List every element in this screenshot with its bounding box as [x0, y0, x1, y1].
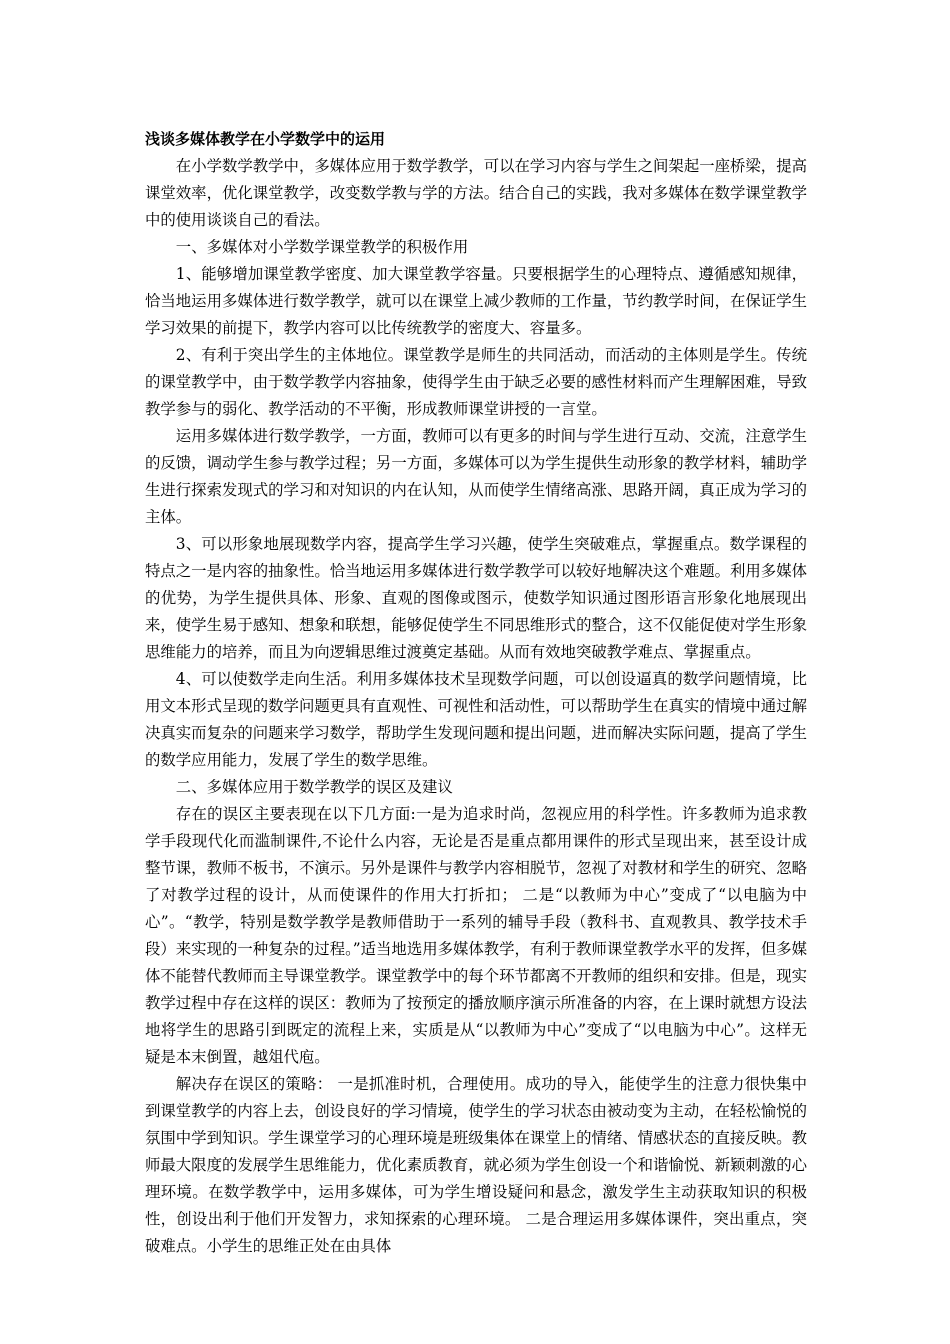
paragraph-strategies: 解决存在误区的策略： 一是抓准时机，合理使用。成功的导入，能使学生的注意力很快集中到课堂教学的内容上去，创设良好的学习情境，使学生的学习状态由被动变为主动，在轻松愉悦的氛围中学到知识。学生课堂学习的心理环境是班级集体在课堂上的情绪、情感状态的直接反映。教师最大限度的发展学生思维能力，优化素质教育，就必须为学生创设一个和谐愉悦、新颖刺激的心理环境。在数学教学中，运用多媒体，可为学生增设疑问和悬念，激发学生主动获取知识的积极性，创设出利于他们开发智力，求知探索的心理环境。 二是合理运用多媒体课件，突出重点，突破难点。小学生的思维正处在由具体 — [145, 1075, 807, 1255]
section-heading-1: 一、多媒体对小学数学课堂教学的积极作用 — [175, 238, 469, 256]
document-title: 浅谈多媒体教学在小学数学中的运用 — [145, 130, 386, 148]
paragraph-point-1: 1、能够增加课堂教学密度、加大课堂教学容量。只要根据学生的心理特点、遵循感知规律，恰当地运用多媒体进行数学教学，就可以在课堂上减少教师的工作量，节约教学时间，在保证学生学习效果的前提下，教学内容可以比传统教学的密度大、容量多。 — [145, 265, 807, 337]
paragraph-point-4: 4、可以使数学走向生活。利用多媒体技术呈现数学问题，可以创设逼真的数学问题情境，比用文本形式呈现的数学问题更具有直观性、可视性和活动性，可以帮助学生在真实的情境中通过解决真实而复杂的问题来学习数学，帮助学生发现问题和提出问题，进而解决实际问题，提高了学生的数学应用能力，发展了学生的数学思维。 — [145, 670, 807, 769]
section-heading-2: 二、多媒体应用于数学教学的误区及建议 — [175, 778, 453, 796]
paragraph-intro: 在小学数学教学中，多媒体应用于数学教学，可以在学习内容与学生之间架起一座桥梁，提高课堂效率，优化课堂教学，改变数学教与学的方法。结合自己的实践，我对多媒体在数学课堂教学中的使用谈谈自己的看法。 — [145, 157, 807, 229]
paragraph-point-2-continued: 运用多媒体进行数学教学，一方面，教师可以有更多的时间与学生进行互动、交流，注意学生的反馈，调动学生参与教学过程；另一方面，多媒体可以为学生提供生动形象的教学材料，辅助学生进行探索发现式的学习和对知识的内在认知，从而使学生情绪高涨、思路开阔，真正成为学习的主体。 — [145, 427, 807, 526]
paragraph-point-3: 3、可以形象地展现数学内容，提高学生学习兴趣，使学生突破难点，掌握重点。数学课程的特点之一是内容的抽象性。恰当地运用多媒体进行数学教学可以较好地解决这个难题。利用多媒体的优势，为学生提供具体、形象、直观的图像或图示，使数学知识通过图形语言形象化地展现出来，使学生易于感知、想象和联想，能够促使学生不同思维形式的整合，这不仅能促使对学生形象思维能力的培养，而且为向逻辑思维过渡奠定基础。从而有效地突破教学难点、掌握重点。 — [145, 535, 807, 661]
document-page — [145, 128, 807, 1260]
paragraph-point-2: 2、有利于突出学生的主体地位。课堂教学是师生的共同活动，而活动的主体则是学生。传统的课堂教学中，由于数学教学内容抽象，使得学生由于缺乏必要的感性材料而产生理解困难，导致教学参与的弱化、教学活动的不平衡，形成教师课堂讲授的一言堂。 — [145, 346, 807, 418]
paragraph-misconceptions: 存在的误区主要表现在以下几方面:一是为追求时尚，忽视应用的科学性。许多教师为追求教学手段现代化而滥制课件,不论什么内容，无论是否是重点都用课件的形式呈现出来，甚至设计成整节课，教师不板书，不演示。另外是课件与教学内容相脱节，忽视了对教材和学生的研究、忽略了对教学过程的设计，从而使课件的作用大打折扣； 二是“以教师为中心”变成了“以电脑为中心”。“教学，特别是数学教学是教师借助于一系列的辅导手段（教科书、直观教具、教学技术手段）来实现的一种复杂的过程。”适当地选用多媒体教学，有利于教师课堂教学水平的发挥，但多媒体不能替代教师而主导课堂教学。课堂教学中的每个环节都离不开教师的组织和安排。但是，现实教学过程中存在这样的误区：教师为了按预定的播放顺序演示所准备的内容，在上课时就想方设法地将学生的思路引到既定的流程上来，实质是从“以教师为中心”变成了“以电脑为中心”。这样无疑是本末倒置，越俎代庖。 — [145, 805, 807, 1066]
